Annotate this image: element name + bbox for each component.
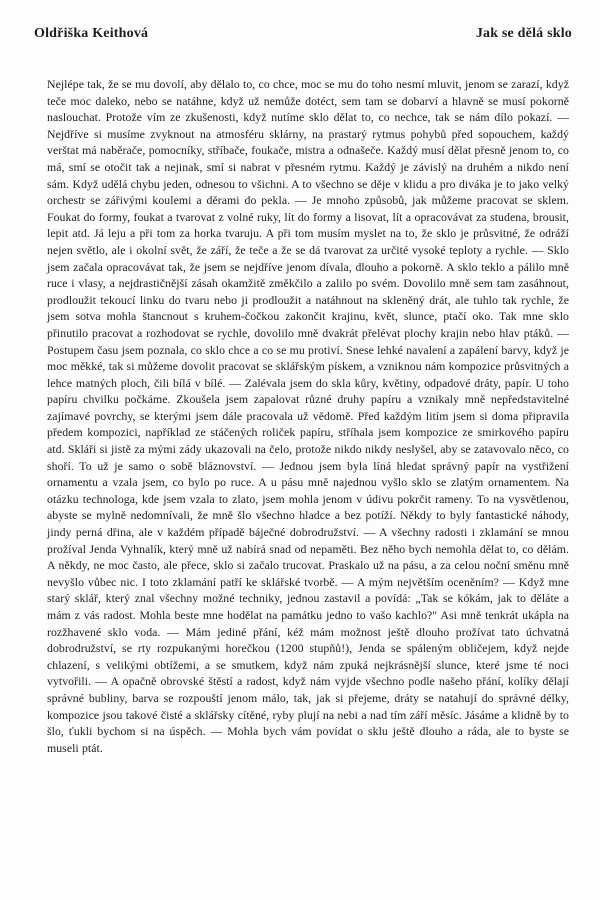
running-head	[34, 26, 572, 46]
author-name: Oldřiška Keithová	[34, 26, 149, 41]
article-body	[47, 76, 569, 756]
chapter-title: Jak se dělá sklo	[475, 26, 572, 41]
article-paragraph: Nejlépe tak, že se mu dovolí, aby dělalo to, co chce, moc se mu do toho nesmí mluvit, jenom se zarazí, když teče moc daleko, nebo se natáhne, když už nemůže dotéct, sem tam se dobarví a hlavně se musí pokorně naslouchat. Protože vím ze zkušenosti, když nutíme sklo dělat to, co nechce, tak se nám dílo pokazí. — Nejdříve si musíme zvyknout na atmosféru sklárny, na prastarý rytmus pohybů před sopouchem, každý verštat má naběrače, pomocníky, stříbače, foukače, mistra a odnašeče. Každý musí dělat přesně jenom to, co má, smí se otočit tak a nejinak, smí si nabrat v přesném rytmu. Každý je závislý na druhém a nikdo není sám. Když udělá chybu jeden, odnesou to všichni. A to všechno se děje v klidu a pro diváka je to jako velký orchestr se zářivými koulemi a děrami do pekla. — Je mnoho způsobů, jak můžeme pracovat se sklem. Foukat do formy, foukat a tvarovat z volné ruky, lít do formy a lisovat, lít a opracovávat za studena, brousit, lepit atd. Já leju a při tom za horka tvaruju. A při tom musím myslet na to, že sklo je průsvitné, že odráží nejen světlo, ale i okolní svět, že září, že teče a že se dá tvarovat za určité vysoké teploty a rychle. — Sklo jsem začala opracovávat tak, že jsem se nejdříve jenom dívala, dlouho a pokorně. A sklo teklo a pálilo mně ruce i vlasy, a nejdrastičnější zásah okamžitě změkčilo a zalilo po svém. Dovolilo mně sem tam zasáhnout, prodloužit tekoucí linku do tvaru nebo ji prodloužit a natáhnout na skleněný drát, ale tuhlo tak rychle, že jsem sotva mohla štancnout s kruhem-čočkou zakončit krajinu, květ, slunce, ptačí oko. Tak mne sklo přinutilo pracovat a rozhodovat se rychle, dovolilo mně dvakrát přelévat plochy krajin nebo hlav ptáků. — Postupem času jsem poznala, co sklo chce a co se mu protiví. Snese lehké navalení a zapálení barvy, když je moc měkké, tak si můžeme dovolit pracovat se sklářským pískem, a vzniknou nám kompozice průsvitných a lehce matných ploch, čili bílá v bílé. — Zalévala jsem do skla kůry, květiny, odpadové dráty, papír. U toho papíru chvilku počkáme. Zkoušela jsem zapalovat různé druhy papíru a vznikaly mně nepředstavitelné zajímavé povrchy, se kterými jsem dále pracovala už vědomě. Před každým litím jsem si doma připravila předem kompozici, například ze stáčených roliček papíru, stříhala jsem kompozice ze smirkového papíru atd. Skláři si jistě za mými zády ukazovali na čelo, protože nikdo nikdy neslyšel, aby se zatavovalo něco, co shoří. To už je samo o sobě bláznovství. — Jednou jsem byla líná hledat správný papír na vystřižení ornamentu a vzala jsem, co bylo po ruce. A u pásu mně najednou vyšlo sklo se zlatým ornamentem. Na otázku technologa, kde jsem vzala to zlato, jsem mohla jenom v údivu pokrčit rameny. To na vysvětlenou, abyste se mylně nedomnívali, že mně šlo všechno hladce a bez potíží. Někdy to byly fantastické náhody, jindy perná dřina, ale v každém případě báječné dobrodružství. — A všechny radosti i zklamání se mnou prožíval Jenda Vyhnalík, který mně už nabírá snad od nepaměti. Bez něho bych nemohla dělat to, co dělám. A někdy, ne moc často, ale přece, sklo si začalo trucovat. Praskalo už na pásu, a za celou noční směnu mně nevyšlo vůbec nic. I toto zklamání patří ke sklářské tvorbě. — A mým největším oceněním? — Když mne starý sklář, který znal všechny možné techniky, jednou zastavil a povídá: „Tak se kókám, jak to děláte a mám z vás radost. Mohla beste mne hodělat na památku jedno to vašo kachlo?" Asi mně tenkrát ukápla na rozžhavené sklo voda. — Mám jediné přání, kéž mám možnost ještě dlouho prožívat tato úchvatná dobrodružství, se rty rozpukanými horečkou (1200 stupňů!), Jenda se spáleným obličejem, když nejde chlazení, s velikými obtížemi, a se smutkem, když nám zpuká nejkrásnější slunce, které jsme té noci vytvořili. — A opačně obrovské štěstí a radost, když nám vyjde všechno podle našeho přání, kolíky dělají správné bubliny, barva se rozpouští jenom málo, tak, jak si přejeme, dráty se natahují do správné délky, kompozice jsou takové čisté a sklářsky cítěné, ryby plují na nebi a nad tím září měsíc. Jásáme a klidně by to šlo, ťukli bychom si na úspěch. — Mohla bych vám povídat o sklu ještě dlouho a ráda, ale to byste se museli ptát.	[47, 77, 569, 755]
